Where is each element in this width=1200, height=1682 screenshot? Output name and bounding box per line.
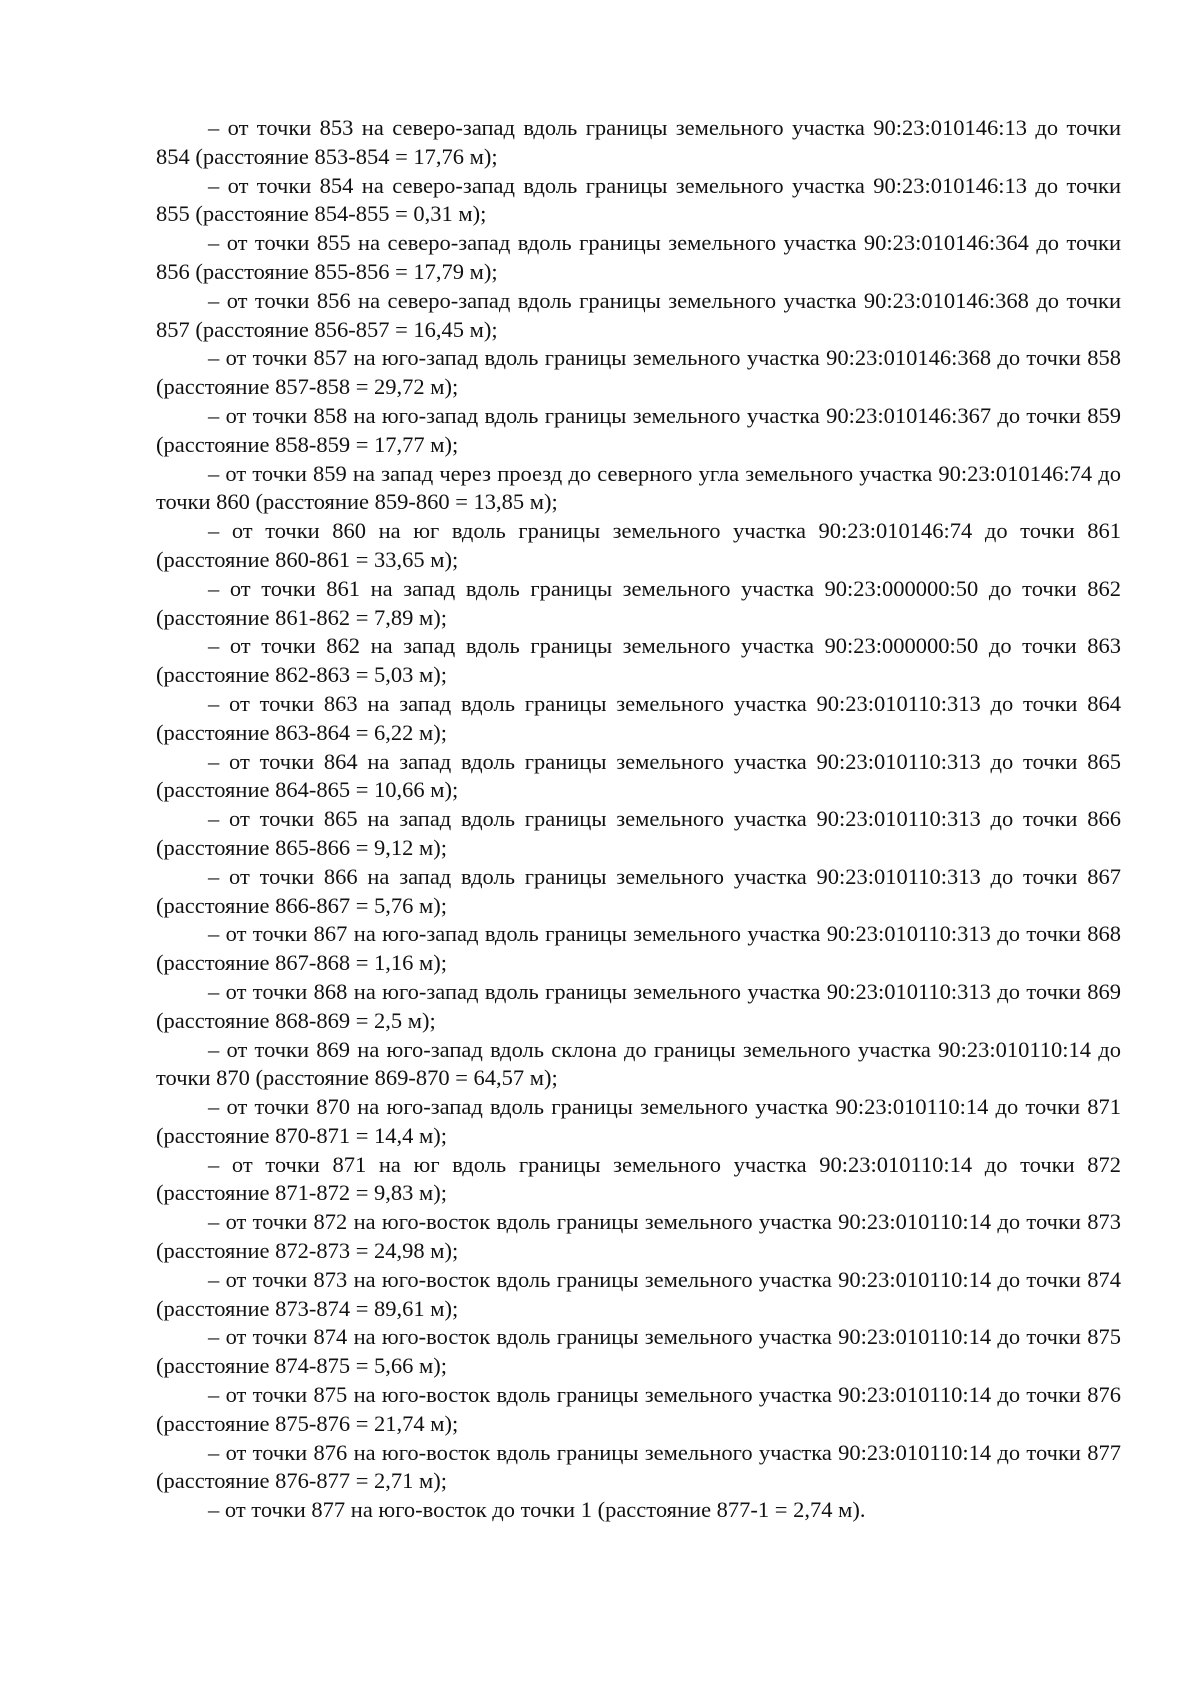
paragraph-864-865: – от точки 864 на запад вдоль границы земельного участка 90:23:010110:313 до точки 865 (расстояние 864-865 = 10,66 м); <box>156 748 1121 803</box>
paragraph-854-855: – от точки 854 на северо-запад вдоль границы земельного участка 90:23:010146:13 до точки 855 (расстояние 854-855 = 0,31 м); <box>156 172 1121 227</box>
paragraph-866-867: – от точки 866 на запад вдоль границы земельного участка 90:23:010110:313 до точки 867 (расстояние 866-867 = 5,76 м); <box>156 863 1121 918</box>
paragraph-873-874: – от точки 873 на юго-восток вдоль границы земельного участка 90:23:010110:14 до точки 874 (расстояние 873-874 = 89,61 м); <box>156 1266 1121 1321</box>
paragraph-868-869: – от точки 868 на юго-запад вдоль границы земельного участка 90:23:010110:313 до точки 869 (расстояние 868-869 = 2,5 м); <box>156 978 1121 1033</box>
paragraph-862-863: – от точки 862 на запад вдоль границы земельного участка 90:23:000000:50 до точки 863 (расстояние 862-863 = 5,03 м); <box>156 633 1121 688</box>
paragraph-871-872: – от точки 871 на юг вдоль границы земельного участка 90:23:010110:14 до точки 872 (расстояние 871-872 = 9,83 м); <box>156 1151 1121 1206</box>
paragraph-853-854: – от точки 853 на северо-запад вдоль границы земельного участка 90:23:010146:13 до точки 854 (расстояние 853-854 = 17,76 м); <box>156 115 1121 169</box>
paragraph-858-859: – от точки 858 на юго-запад вдоль границы земельного участка 90:23:010146:367 до точки 859 (расстояние 858-859 = 17,77 м); <box>156 402 1121 457</box>
paragraph-867-868: – от точки 867 на юго-запад вдоль границы земельного участка 90:23:010110:313 до точки 868 (расстояние 867-868 = 1,16 м); <box>156 921 1121 976</box>
paragraph-877-1: – от точки 877 на юго-восток до точки 1 (расстояние 877-1 = 2,74 м). <box>208 1497 866 1523</box>
paragraph-863-864: – от точки 863 на запад вдоль границы земельного участка 90:23:010110:313 до точки 864 (расстояние 863-864 = 6,22 м); <box>156 690 1121 745</box>
paragraph-874-875: – от точки 874 на юго-восток вдоль границы земельного участка 90:23:010110:14 до точки 875 (расстояние 874-875 = 5,66 м); <box>156 1324 1121 1379</box>
paragraph-872-873: – от точки 872 на юго-восток вдоль границы земельного участка 90:23:010110:14 до точки 873 (расстояние 872-873 = 24,98 м); <box>156 1209 1121 1264</box>
paragraph-865-866: – от точки 865 на запад вдоль границы земельного участка 90:23:010110:313 до точки 866 (расстояние 865-866 = 9,12 м); <box>156 806 1121 860</box>
paragraph-855-856: – от точки 855 на северо-запад вдоль границы земельного участка 90:23:010146:364 до точки 856 (расстояние 855-856 = 17,79 м); <box>156 230 1121 284</box>
paragraph-859-860: – от точки 859 на запад через проезд до северного угла земельного участка 90:23:010146:74 до точки 860 (расстояние 859-860 = 13,85 м); <box>156 460 1121 515</box>
paragraph-857-858: – от точки 857 на юго-запад вдоль границы земельного участка 90:23:010146:368 до точки 858 (расстояние 857-858 = 29,72 м); <box>156 345 1121 400</box>
paragraph-856-857: – от точки 856 на северо-запад вдоль границы земельного участка 90:23:010146:368 до точки 857 (расстояние 856-857 = 16,45 м); <box>156 287 1121 342</box>
paragraph-875-876: – от точки 875 на юго-восток вдоль границы земельного участка 90:23:010110:14 до точки 876 (расстояние 875-876 = 21,74 м); <box>156 1382 1121 1436</box>
paragraph-869-870: – от точки 869 на юго-запад вдоль склона до границы земельного участка 90:23:010110:14 до точки 870 (расстояние 869-870 = 64,57 м); <box>156 1036 1121 1091</box>
paragraph-876-877: – от точки 876 на юго-восток вдоль границы земельного участка 90:23:010110:14 до точки 877 (расстояние 876-877 = 2,71 м); <box>156 1439 1121 1494</box>
boundary-description <box>156 114 1121 1525</box>
paragraph-860-861: – от точки 860 на юг вдоль границы земельного участка 90:23:010146:74 до точки 861 (расстояние 860-861 = 33,65 м); <box>156 518 1121 572</box>
paragraph-861-862: – от точки 861 на запад вдоль границы земельного участка 90:23:000000:50 до точки 862 (расстояние 861-862 = 7,89 м); <box>156 575 1121 630</box>
paragraph-870-871: – от точки 870 на юго-запад вдоль границы земельного участка 90:23:010110:14 до точки 871 (расстояние 870-871 = 14,4 м); <box>156 1094 1121 1148</box>
